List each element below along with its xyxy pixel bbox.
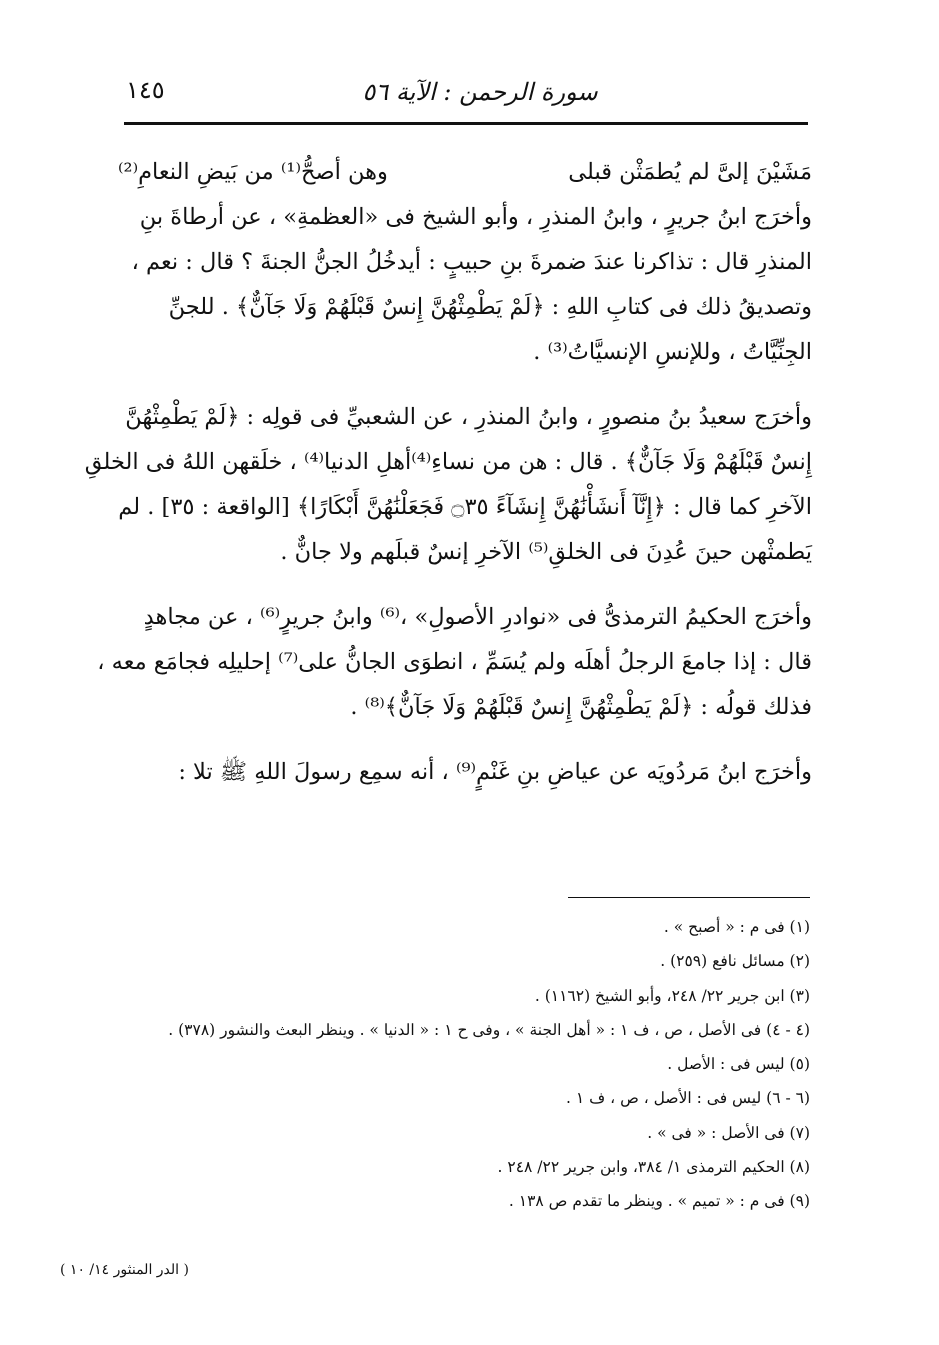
text-line: وأخرَج ابنُ مَردُويَه عن عياضِ بنِ غَنْمٍ⁽⁹⁾ ، أنه سمِع رسولَ اللهِ ﷺ تلا : bbox=[178, 759, 812, 785]
footnote: (٢) مسائل نافع (٢٥٩) . bbox=[660, 952, 810, 971]
text-line: إِنسٌ قَبْلَهُمْ وَلَا جَآنٌّ﴾ . قال : هن من نساءِ⁽⁴⁾أهلِ الدنيا⁽⁴⁾ ، خلَقهن اللهُ فى الخلقِ bbox=[84, 449, 812, 475]
text-line: الجِنِّيَّاتُ ، وللإنسِ الإنسيَّاتُ⁽³⁾ . bbox=[533, 339, 812, 365]
text-line: قال : إذا جامعَ الرجلُ أهلَه ولم يُسَمِّ ، انطوَى الجانُّ على⁽⁷⁾ إحليلِه فجامَع معه ، bbox=[97, 649, 812, 675]
signature-mark: ( الدر المنثور ١٤/ ١٠ ) bbox=[60, 1262, 189, 1278]
text-line: وتصديقُ ذلك فى كتابِ اللهِ : ﴿لَمْ يَطْمِثْهُنَّ إِنسٌ قَبْلَهُمْ وَلَا جَآنٌّ﴾ . للجنِّ bbox=[168, 294, 812, 320]
footnote: (٤ - ٤) فى الأصل ، ص ، ف ١ : « أهل الجنة » ، وفى ح ١ : « الدنيا » . وينظر البعث والنشور (٣٧٨) . bbox=[168, 1020, 810, 1039]
poetry-verse bbox=[118, 150, 812, 195]
text-line: وأخرَج الحكيمُ الترمذىُّ فى «نوادرِ الأصولِ» ،⁽⁶⁾ وابنُ جريرٍ⁽⁶⁾ ، عن مجاهدٍ bbox=[143, 604, 812, 630]
footnote: (٧) فى الأصل : « فى » . bbox=[647, 1123, 810, 1142]
header-rule bbox=[124, 122, 808, 125]
text-line: يَطمثْهن حينَ عُدِنَ فى الخلقِ⁽⁵⁾ الآخرِ إنسٌ قبلَهم ولا جانٌّ . bbox=[280, 539, 812, 565]
footnote: (٩) فى م : « تميم » . وينظر ما تقدم ص ١٣٨ . bbox=[508, 1192, 810, 1211]
footnote: (٣) ابن جرير ٢٢/ ٢٤٨، وأبو الشيخ (١١٦٢) . bbox=[534, 986, 810, 1005]
paragraph-gap bbox=[118, 375, 812, 395]
footnotes bbox=[168, 910, 810, 1219]
paragraph-gap bbox=[118, 575, 812, 595]
text-line: الآخرِ كما قال : ﴿إِنَّآ أَنشَأْنَٰهُنَّ إِنشَآءً ۝٣٥ فَجَعَلْنَٰهُنَّ أَبْكَارًا﴾ [الواقعة : ٣٥] . لم bbox=[118, 494, 812, 520]
text-line: المنذرِ قال : تذاكرنا عندَ ضمرةَ بنِ حبيبٍ : أيدخُلُ الجنُّ الجنةَ ؟ قال : نعم ، bbox=[131, 249, 812, 275]
footnote-rule bbox=[568, 897, 810, 898]
footnote: (٥) ليس فى : الأصل . bbox=[667, 1055, 810, 1074]
text-line: وأخرَج ابنُ جريرٍ ، وابنُ المنذرِ ، وأبو الشيخ فى «العظمةِ» ، عن أرطاةَ بنِ bbox=[139, 204, 812, 230]
text-line: وأخرَج سعيدُ بنُ منصورٍ ، وابنُ المنذرِ ، عن الشعبيِّ فى قولِه : ﴿لَمْ يَطْمِثْهُنَّ bbox=[125, 404, 812, 430]
main-text bbox=[84, 150, 812, 795]
verse-second-hemistich: وهن أصحُّ⁽¹⁾ من بَيضِ النعامِ⁽²⁾ bbox=[118, 159, 388, 185]
footnote: (٨) الحكيم الترمذى ١/ ٣٨٤، وابن جرير ٢٢/ ٢٤٨ . bbox=[497, 1158, 810, 1177]
verse-first-hemistich: مَشَيْنَ إلىَّ لم يُطمَثْن قبلى bbox=[568, 159, 812, 185]
text-line: فذلك قولُه : ﴿لَمْ يَطْمِثْهُنَّ إِنسٌ قَبْلَهُمْ وَلَا جَآنٌّ﴾⁽⁸⁾ . bbox=[350, 694, 812, 720]
footnote: (١) فى م : « أصبح » . bbox=[663, 918, 810, 936]
paragraph-gap bbox=[118, 730, 812, 750]
footnote: (٦ - ٦) ليس فى : الأصل ، ص ، ف ١ . bbox=[566, 1089, 810, 1108]
running-head-title: سورة الرحمن : الآية ٥٦ bbox=[362, 78, 598, 106]
page-number: ١٤٥ bbox=[126, 76, 165, 104]
